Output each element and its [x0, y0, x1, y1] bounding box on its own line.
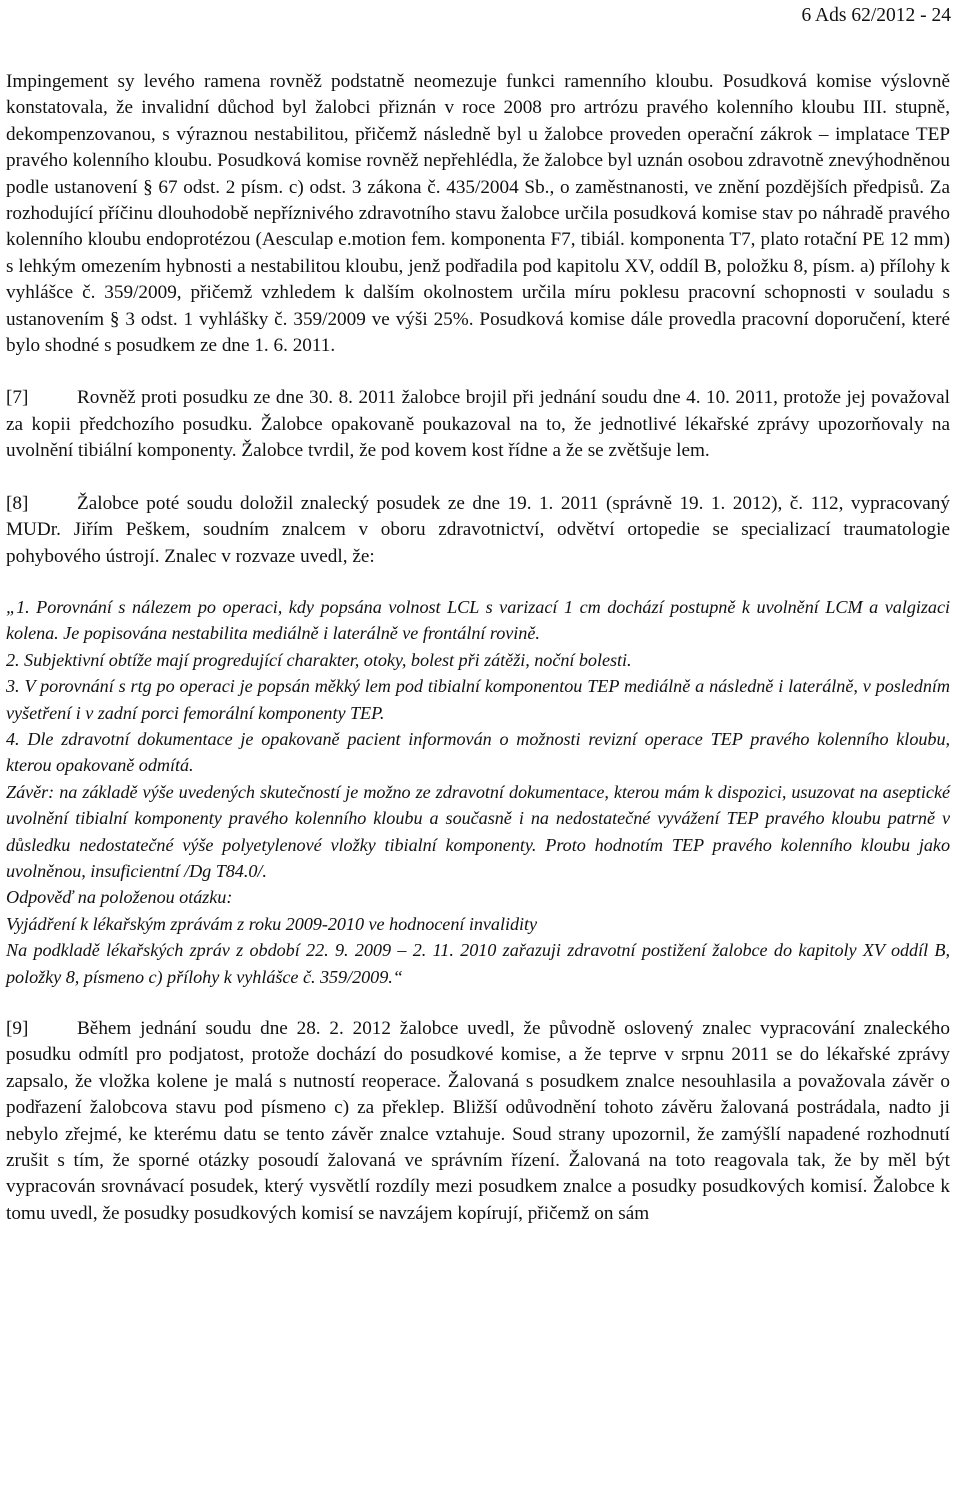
paragraph-8 [6, 491, 950, 570]
quote-line: „1. Porovnání s nálezem po operaci, kdy popsána volnost LCL s varizací 1 cm dochází postupně k uvolnění LCM a valgizaci kolena. Je popisována nestabilita mediálně i laterálně ve frontální rovině. [6, 596, 950, 644]
paragraph-9 [6, 1016, 950, 1227]
quote-line: Závěr: na základě výše uvedených skutečností je možno ze zdravotní dokumentace, kterou mám k dispozici, usuzovat na aseptické uvolnění tibialní komponenty pravého kolenního kloubu a současně i na nedostatečné vyvážení TEP pravého kloubu patrně v důsledku nedostatečné výše polyetylenové vložky tibialní komponenty. Proto hodnotím TEP pravého kolenního kloubu jako uvolněnou, insuficientní /Dg T84.0/. [6, 781, 950, 881]
paragraph-number: [7] [6, 387, 29, 409]
paragraph-text: Impingement sy levého ramena rovněž podstatně neomezuje funkci ramenního kloubu. Posudková komise výslovně konstatovala, že invalidní důchod byl žalobci přiznán v roce 2008 pro artrózu pravého kolenního kloubu III. stupně, dekompenzovanou, s výraznou nestabilitou, přičemž následně byl u žalobce proveden operační zákrok – implatace TEP pravého kolenního kloubu. Posudková komise rovněž nepřehlédla, že žalobce byl uznán osobou zdravotně znevýhodněnou podle ustanovení § 67 odst. 2 písm. c) odst. 3 zákona č. 435/2004 Sb., o zaměstnanosti, ve znění pozdějších předpisů. Za rozhodující příčinu dlouhodobě nepříznivého zdravotního stavu žalobce určila posudková komise stav po náhradě pravého kolenního kloubu endoprotézou (Aesculap e.motion fem. komponenta F7, tibiál. komponenta T7, plato rotační PE 12 mm) s lehkým omezením hybnosti a nestabilitou kloubu, jenž podřadila pod kapitolu XV, oddíl B, položku 8, písm. a) přílohy k vyhlášce č. 359/2009, přičemž vzhledem k dalším okolnostem určila míru poklesu pracovní schopnosti v souladu s ustanovením § 3 odst. 1 vyhlášky č. 359/2009 ve výši 25%. Posudková komise dále provedla pracovní doporučení, které bylo shodné s posudkem ze dne 1. 6. 2011. [6, 71, 950, 357]
quote-line: Na podkladě lékařských zpráv z období 22. 9. 2009 – 2. 11. 2010 zařazuji zdravotní postižení žalobce do kapitoly XV oddíl B, položky 8, písmeno c) přílohy k vyhlášce č. 359/2009.“ [6, 940, 950, 987]
paragraph-continuation [6, 69, 950, 359]
expert-quote [6, 594, 950, 990]
quote-line: 3. V porovnání s rtg po operaci je popsán měkký lem pod tibialní komponentou TEP mediálně a následně i laterálně, v posledním vyšetření i v zadní porci femorální komponenty TEP. [6, 676, 950, 723]
paragraph-7 [6, 385, 950, 464]
quote-line: Odpověď na položenou otázku: [6, 887, 233, 908]
document-body [6, 69, 950, 1227]
paragraph-number: [8] [6, 492, 29, 514]
case-reference-header: 6 Ads 62/2012 - 24 [801, 5, 951, 26]
quote-line: 2. Subjektivní obtíže mají progredující charakter, otoky, bolest při zátěži, noční bolesti. [6, 649, 632, 670]
paragraph-text: Během jednání soudu dne 28. 2. 2012 žalobce uvedl, že původně oslovený znalec vypracování znaleckého posudku odmítl pro podjatost, protože dochází do posudkové komise, a že teprve v srpnu 2011 se do lékařské zprávy zapsalo, že vložka kolene je malá s nutností reoperace. Žalovaná s posudkem znalce nesouhlasila a považovala závěr o podřazení žalobcova stavu pod písmeno c) za překlep. Bližší odůvodnění tohoto závěru žalovaná postrádala, nadto ji nebylo zřejmé, ke kterému datu se tento závěr znalce vztahuje. Soud strany upozornil, že zamýšlí napadené rozhodnutí zrušit s tím, že sporné otázky posoudí žalovaná ve správním řízení. Žalovaná na toto reagovala tak, že by měl být vypracován srovnávací posudek, který vysvětlí rozdíly mezi posudkem znalce a posudky posudkových komisí. Žalobce k tomu uvedl, že posudky posudkových komisí se navzájem kopírují, přičemž on sám [6, 1018, 950, 1224]
paragraph-number: [9] [6, 1018, 29, 1039]
quote-line: Vyjádření k lékařským zprávám z roku 2009-2010 ve hodnocení invalidity [6, 913, 538, 934]
paragraph-text: Rovněž proti posudku ze dne 30. 8. 2011 žalobce brojil při jednání soudu dne 4. 10. 2011, protože jej považoval za kopii předchozího posudku. Žalobce opakovaně poukazoval na to, že jednotlivé lékařské zprávy upozorňovaly na uvolnění tibiální komponenty. Žalobce tvrdil, že pod kovem kost řídne a že se zvětšuje lem. [6, 387, 950, 462]
paragraph-text: Žalobce poté soudu doložil znalecký posudek ze dne 19. 1. 2011 (správně 19. 1. 2012), č. 112, vypracovaný MUDr. Jiřím Peškem, soudním znalcem v oboru zdravotnictví, odvětví ortopedie se specializací traumatologie pohybového ústrojí. Znalec v rozvaze uvedl, že: [6, 492, 950, 567]
quote-line: 4. Dle zdravotní dokumentace je opakovaně pacient informován o možnosti revizní operace TEP pravého kolenního kloubu, kterou opakovaně odmítá. [6, 728, 950, 776]
